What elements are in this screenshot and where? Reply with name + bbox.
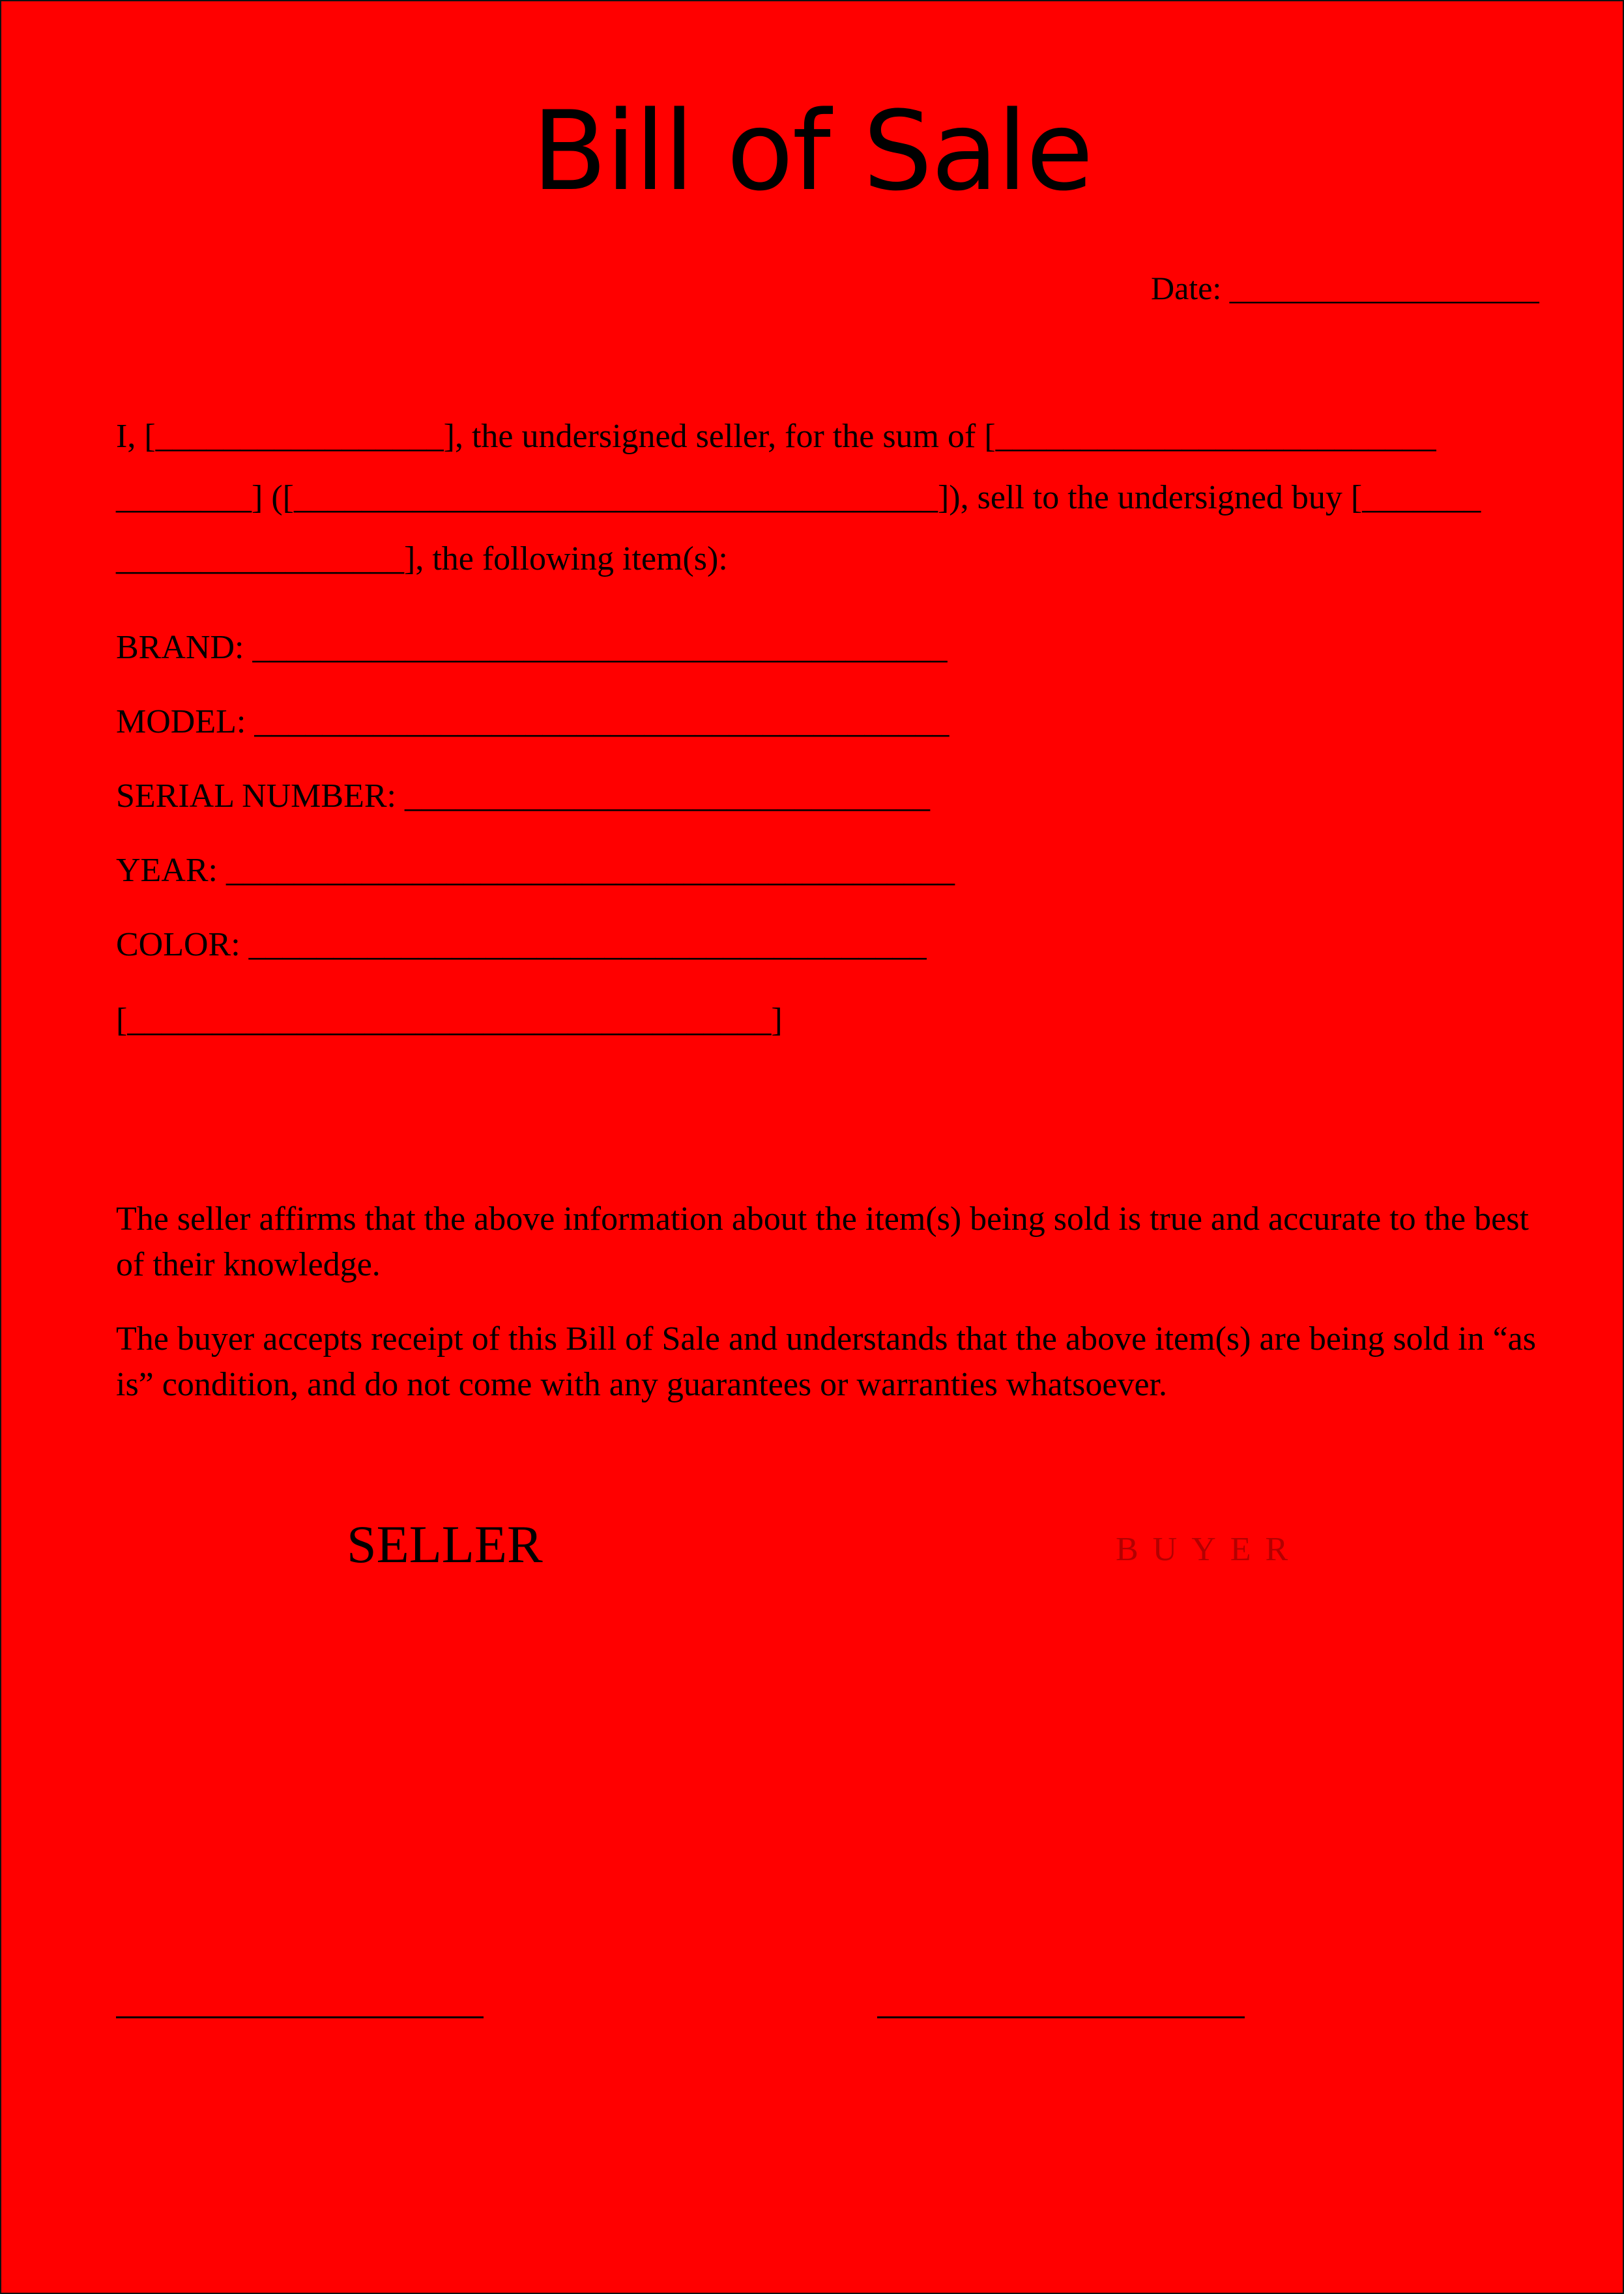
seller-label: SELLER <box>347 1515 543 1574</box>
date-field[interactable]: Date: ___________________ <box>1151 270 1539 306</box>
color-field[interactable]: COLOR: ________________________________________ <box>116 926 927 963</box>
buyer-signature-line[interactable] <box>877 2016 1245 2018</box>
intro-line-3: _________________], the following item(s): <box>116 540 728 577</box>
buyer-acceptance-paragraph: The buyer accepts receipt of this Bill of Sale and understands that the above item(s) are being sold in “as is” condition, and do not come with any guarantees or warranties whatsoever. <box>116 1320 1536 1403</box>
seller-signature-line[interactable] <box>116 2016 484 2018</box>
additional-item-field[interactable]: [______________________________________] <box>116 1002 783 1039</box>
buyer-label: BUYER <box>1116 1531 1303 1568</box>
intro-line-1: I, [_________________], the undersigned seller, for the sum of [__________________________ <box>116 418 1436 455</box>
year-field[interactable]: YEAR: ___________________________________________ <box>116 852 955 889</box>
seller-affirmation-paragraph: The seller affirms that the above information about the item(s) being sold is true and accurate to the best of their knowledge. <box>116 1200 1529 1283</box>
intro-line-2: ________] ([______________________________________]), sell to the undersigned buy [_______ <box>116 479 1481 516</box>
brand-field[interactable]: BRAND: _________________________________________ <box>116 629 948 666</box>
serial-number-field[interactable]: SERIAL NUMBER: _______________________________ <box>116 777 930 815</box>
document-title: Bill of Sale <box>532 87 1092 215</box>
model-field[interactable]: MODEL: _________________________________________ <box>116 703 950 740</box>
